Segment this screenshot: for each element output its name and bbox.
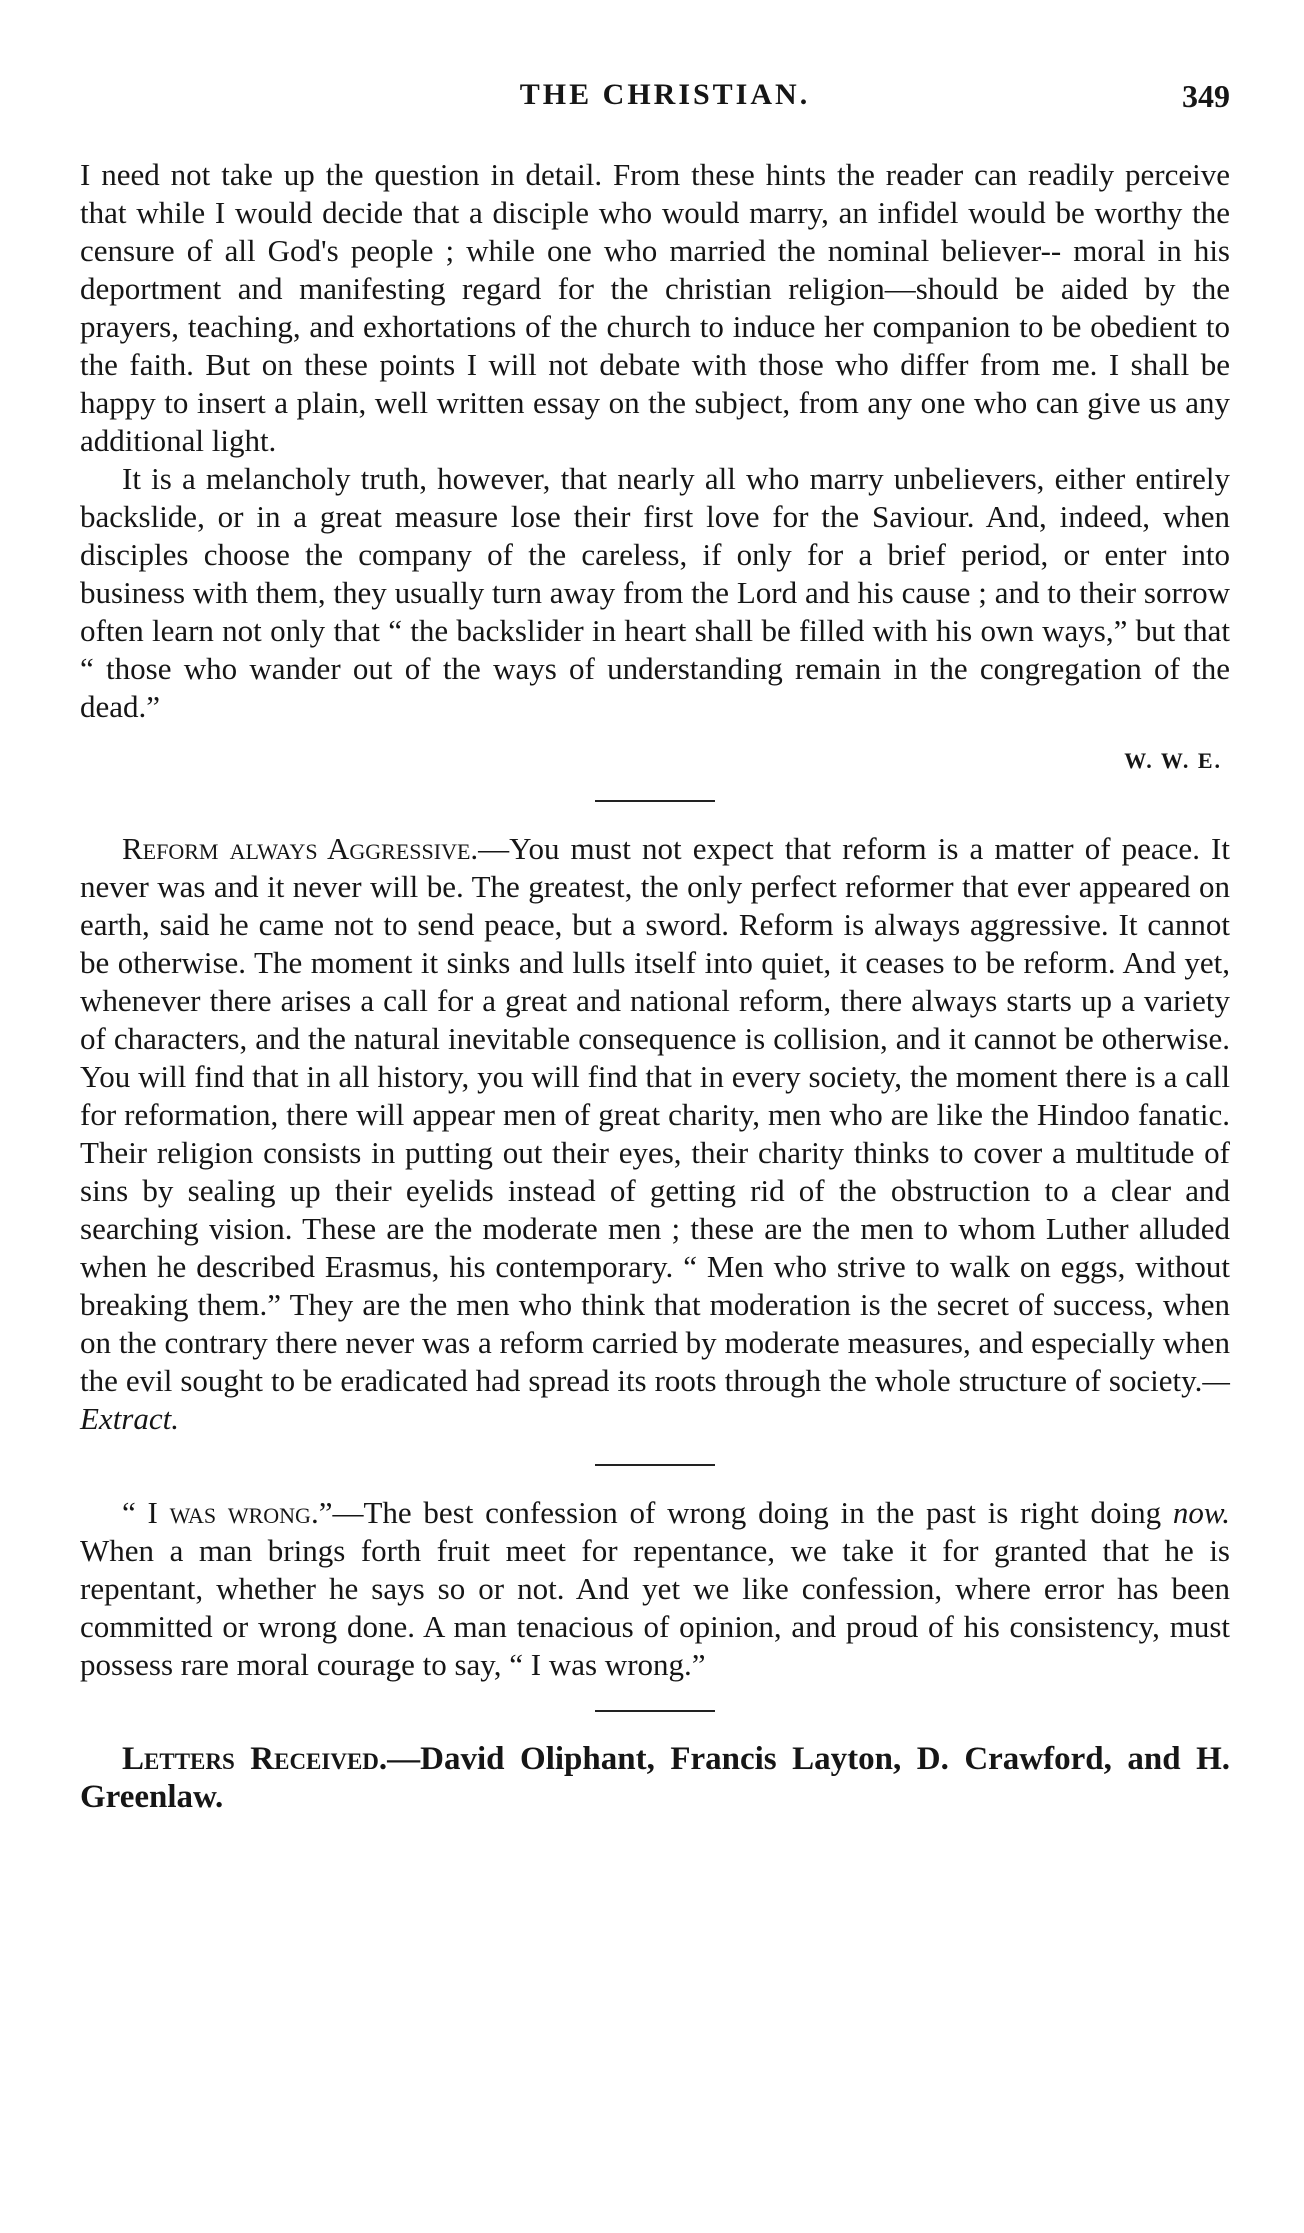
letters-received (80, 1740, 1230, 1816)
letters-text: —David Oliphant, Francis Layton, D. Crawford, and H. Greenlaw. (80, 1741, 1230, 1815)
letters-heading: Letters Received. (122, 1741, 388, 1777)
marriage-paragraph-1: I need not take up the question in detail. From these hints the reader can readily perceive that while I would decide that a disciple who would marry, an infidel would be worthy the censure of all God's people ; while one who married the nominal believer-- moral in his deportment and manifesting regard for the christian religion—should be aided by the prayers, teaching, and exhortations of the church to induce her companion to be obedient to the faith. But on these points I will not debate with those who differ from me. I shall be happy to insert a plain, well written essay on the subject, from any one who can give us any additional light. (80, 157, 1230, 458)
running-title: THE CHRISTIAN. (519, 78, 811, 111)
wrong-text-after: When a man brings forth fruit meet for repentance, we take it for granted that he is repentant, whether he says so or not. And yet we like confession, where error has been committed or wrong done. A man tenacious of opinion, and proud of his consistency, must possess rare moral courage to say, “ I was wrong.” (80, 1533, 1230, 1682)
page-number: 349 (1182, 78, 1230, 114)
wrong-article (80, 1494, 1230, 1684)
reform-source: —Extract. (80, 1363, 1230, 1436)
body-text (80, 156, 1230, 1816)
reform-text: —You must not expect that reform is a matter of peace. It never was and it never will be. The greatest, the only perfect reformer that ever appeared on earth, said he came not to send peace, but a sword. Reform is always aggressive. It cannot be otherwise. The moment it sinks and lulls itself into quiet, it ceases to be reform. And yet, whenever there arises a call for a great and national reform, there always starts up a variety of characters, and the natural inevitable consequence is collision, and it cannot be otherwise. You will find that in all history, you will find that in every society, the moment there is a call for reformation, there will appear men of great charity, men who are like the Hindoo fanatic. Their religion consists in putting out their eyes, their charity thinks to cover a multitude of sins by sealing up their eyelids instead of getting rid of the obstruction to a clear and searching vision. These are the moderate men ; these are the men to whom Luther alluded when he described Erasmus, his contemporary. “ Men who strive to walk on eggs, without breaking them.” They are the men who think that moderation is the secret of success, when on the contrary there never was a reform carried by moderate measures, and especially when the evil sought to be eradicated had spread its roots through the whole structure of society. (80, 831, 1230, 1398)
section-divider (595, 800, 715, 802)
reform-heading: Reform always Aggressive. (122, 831, 479, 866)
marriage-paragraph-2: It is a melancholy truth, however, that nearly all who marry unbelievers, either entirely backslide, or in a great measure lose their first love for the Saviour. And, indeed, when disciples choose the company of the careless, if only for a brief period, or enter into business with them, they usually turn away from the Lord and his cause ; and to their sorrow often learn not only that “ the backslider in heart shall be filled with his own ways,” but that “ those who wander out of the ways of understanding remain in the congregation of the dead.” (80, 461, 1230, 724)
wrong-emphasis: now. (1172, 1495, 1230, 1530)
section-divider (595, 1464, 715, 1466)
wrong-text-before: —The best confession of wrong doing in the past is right doing (332, 1495, 1173, 1530)
wrong-heading: “ I was wrong.” (122, 1495, 333, 1530)
author-signature: W. W. E. (1124, 748, 1222, 773)
running-head (100, 78, 1230, 118)
reform-article (80, 830, 1230, 1438)
section-divider (595, 1710, 715, 1712)
